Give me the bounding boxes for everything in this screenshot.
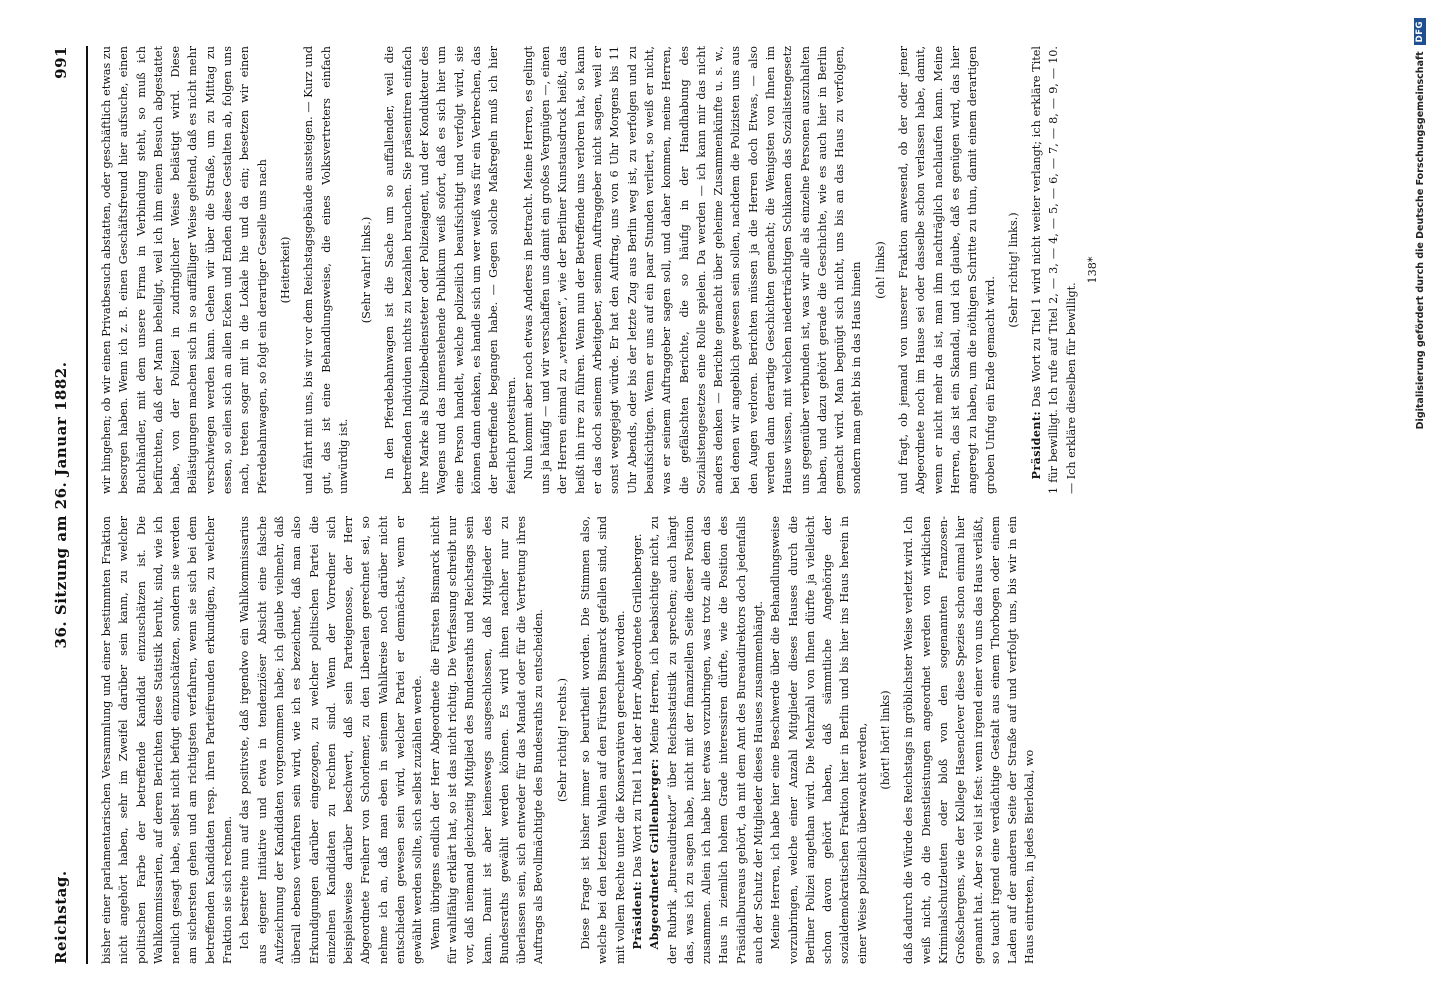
speech-paragraph — [1028, 46, 1080, 494]
credit-text: Digitalisierung gefördert durch die Deutsche Forschungsgemeinschaft — [1414, 51, 1426, 430]
body-paragraph: Meine Herren, ich habe hier eine Beschwerde über die Behandlungsweise vorzubringen, welche einer Anzahl Mitglieder dieses Hauses durch die Berliner Polizei angethan wird. Die Mehrzahl von Ihnen dürfte ja vielleicht schon davon gehört haben, daß sämmtliche Angehörige der sozialdemokratischen Fraktion hier in Berlin und bis hier ins Haus herein in einer Weise polizeilich überwacht werden, — [769, 516, 869, 964]
body-paragraph: Wenn übrigens endlich der Herr Abgeordnete die Fürsten Bismarck nicht für wahlfähig erklärt hat, so ist das nicht richtig. Die Verfassung schreibt nur vor, daß niemand gleichzeitig Mitglied des Bundesraths und Reichstags sein kann. Damit ist aber keineswegs ausgeschlossen, daß Mitglieder des Bundesraths gewählt werden können. Es wird ihnen nachher nur zu überlassen sein, sich entweder für das Mandat oder für die Vertretung ihres Auftrags als Bevollmächtigte des Bundesraths zu entscheiden. — [428, 516, 546, 964]
interjection: (Heiterkeit) — [278, 236, 292, 304]
body-paragraph: In den Pferdebahnwagen ist die Sache um so auffallender, weil die betreffenden Individuen nichts zu bezahlen brauchen. Sie präsentiren einfach ihre Marke als Polizeibediensteter oder Polizeiagent, und der Kondukteur des Wagens und das innenstehende Publikum weiß sofort, daß es sich hier um eine Person handelt, welche polizeilich beaufsichtigt und verfolgt wird, sie können dann denken, es handle sich um wer weiß was für ein Verbrechen, das der Betreffende begangen habe. — Gegen solche Maßregeln muß ich hier feierlich protestiren. — [383, 46, 518, 494]
speaker-name: Präsident: — [629, 880, 644, 950]
speech-text: Meine Herren, ich beabsichtige nicht, zu der Rubrik „Bureaudirektor“ über Reichsstatistik zu sprechen; auch hängt das, was ich zu sagen habe, nicht mit der finanziellen Seite dieser Position zusammen. Allein ich habe hier etwas vorzubringen, was trotz alle dem das Haus in ziemlich hohem Grade interessiren dürfte, wie die Position des Präsidialbureaus gehört, da mit dem Amt des Bureaudirektors doch jedenfalls auch der Schutz der Mitglieder dieses Hauses zusammenhängt. — [648, 516, 765, 964]
speech-text: Das Wort zu Titel 1 wird nicht weiter verlangt; ich erkläre Titel 1 für bewilligt. Ich rufe auf Titel 2, — 3, — 4, — 5, — 6, — 7, — 8, — 9, — 10. — Ich erkläre dieselben für bewilligt. — [1030, 46, 1078, 494]
header-page-number: 991 — [52, 46, 70, 79]
body-paragraph: und fragt, ob jemand von unserer Fraktion anwesend, ob der oder jener Abgeordnete noch im Hause sei oder dasselbe schon verlassen habe, damit, wenn er nicht mehr da ist, man ihm nachträglich nachlaufen kann. Meine Herren, das ist ein Skandal, und ich glaube, daß es genügen wird, das hier angeregt zu haben, um die nöthigen Schritte zu thun, damit einem derartigen groben Unfug ein Ende gemacht wird. — [897, 46, 997, 494]
interjection: (hört! hört! links) — [879, 690, 893, 790]
dfg-logo: DFG — [1414, 18, 1426, 45]
body-paragraph: wir hingehen; ob wir einen Privatbesuch abstatten, oder geschäftlich etwas zu besorgen haben. Wenn ich z. B. einen Geschäftsfreund hier aufsuche, einen Buchhändler, mit dem unsere Firma in Verbindung steht, so muß ich befürchten, daß der Mann behelligt, weil ich ihm einen Besuch abgestattet habe, von der Polizei in zudringlicher Weise belästigt wird. Diese Belästigungen machen sich in so auffälliger Weise geltend, daß es nicht mehr verschwiegen werden kann. Gehen wir über die Straße, um zu Mittag zu essen, so eilen sich an allen Ecken und Enden diese Gestalten ab, folgen uns nach, treten sogar mit in die Lokale hie und da ein; besetzen wir einen Pferdebahnwagen, so folgt ein derartiger Geselle uns nach — [100, 46, 269, 494]
header-publication: Reichstag. — [52, 870, 70, 964]
page-header — [52, 46, 86, 964]
speech-paragraph — [646, 516, 767, 964]
interjection: (Sehr wahr! links.) — [360, 216, 374, 324]
left-column — [98, 516, 1343, 964]
header-rule — [86, 46, 88, 964]
interjection: (oh! links) — [873, 241, 887, 299]
speech-text: Das Wort zu Titel 1 hat der Herr Abgeordnete Grillenberger. — [630, 533, 644, 878]
interjection: (Sehr richtig! rechts.) — [555, 677, 569, 803]
text-columns — [98, 46, 1343, 964]
right-column — [98, 46, 1343, 494]
sheet-signature: 138* — [1086, 256, 1100, 284]
speaker-name: Präsident: — [1029, 410, 1044, 480]
body-paragraph: Diese Frage ist bisher immer so beurtheilt worden. Die Stimmen also, welche bei den letzten Wahlen auf den Fürsten Bismarck gefallen sind, sind mit vollem Rechte unter die Konservativen gerechnet worden. — [579, 516, 627, 964]
body-paragraph: Nun kommt aber noch etwas Anderes in Betracht. Meine Herren, es gelingt uns ja häufig — und wir verschaffen uns damit ein großes Vergnügen —, einen der Herren einmal zu „verhexen“, wie der Berliner Kunstausdruck heißt, das heißt ihn irre zu führen. Wenn nun der Betreffende uns verloren hat, so kann er das doch seinem Arbeitgeber, seinem Auftraggeber nicht sagen, weil er sonst weggejagt würde. Er hat den Auftrag, uns von 6 Uhr Morgens bis 11 Uhr Abends, oder bis der letzte Zug aus Berlin weg ist, zu verfolgen und zu beaufsichtigen. Wenn er uns auf ein paar Stunden verliert, so weiß er nicht, was er seinem Auftraggeber sagen soll, und daher kommen, meine Herren, die gefälschten Berichte, die so häufig in der Handhabung des Sozialistengesetzes eine Rolle spielen. Da werden — ich kann mir das nicht anders denken — Berichte gemacht über geheime Zusammenkünfte u. s. w., bei denen wir angeblich gewesen sein sollen, nachdem die Polizisten uns aus den Augen verloren. Berichten müssen ja die Herren doch Etwas, — also werden dann derartige Geschichten gemacht; die Wenigsten von Ihnen im Hause wissen, mit welchen niederträchtigen Schikanen das Sozialistengesetz uns gegenüber verbunden ist, was wir alle als einzelne Personen auszuhalten haben, und dazu gehört gerade die Geschichte, wie es auch hier in Berlin gemacht wird. Man begnügt sich nicht, uns bis an das Haus zu verfolgen, sondern man geht bis in das Haus hinein — [521, 46, 864, 494]
speech-paragraph — [629, 516, 646, 964]
body-paragraph: und fährt mit uns, bis wir vor dem Reichstagsgebäude aussteigen. — Kurz und gut, das ist eine Behandlungsweise, die eines Volksvertreters einfach unwürdig ist. — [302, 46, 350, 494]
speaker-name: Abgeordneter Grillenberger: — [647, 758, 662, 950]
body-paragraph: Ich bestreite nun auf das positivste, daß irgendwo ein Wahlkommissarius aus eigener Initiative und etwa in tendenziöser Absicht eine falsche Aufzeichnung der Kandidaten vorgenommen habe; ich glaube vielmehr, daß überall ebenso verfahren sein wird, wie ich es bezeichnet, daß man also Erkundigungen darüber eingezogen, zu welcher politischen Partei die einzelnen Kandidaten zu rechnen sind. Wenn der Vorredner sich beispielsweise darüber beschwert, daß sein Parteigenosse, der Herr Abgeordnete Freiherr von Schorlemer, zu den Liberalen gerechnet sei, so nehme ich an, daß man eben in seinem Wahlkreise noch darüber nicht entschieden gewesen sein wird, welcher Partei er demnächst, wenn er gewählt werden sollte, sich selbst zuzählen werde. — [238, 516, 425, 964]
body-paragraph: daß dadurch die Würde des Reichstags in gröblichster Weise verletzt wird. Ich weiß nicht, ob die Dienstleistungen angeordnet werden von wirklichen Kriminalschutzleuten oder bloß von den sogenannten Franzosen-Großschergens, wie der Kollege Hasenclever diese Spezies schon einmal hier genannt hat. Aber so viel ist fest: wenn irgend einer von uns das Haus verläßt, so taucht irgend eine verdächtige Gestalt aus einem Thorbogen oder einem Laden auf der anderen Seite der Straße auf und verfolgt uns, bis wir in ein Haus eintreten, in jedes Bierlokal, wo — [902, 516, 1037, 964]
body-paragraph: bisher einer parlamentarischen Versammlung und einer bestimmten Fraktion nicht angehört haben, sehr im Zweifel darüber sein kann, zu welcher politischen Farbe der betreffende Kandidat einzuschätzen ist. Die Wahlkommissarien, auf deren Berichten diese Statistik beruht, sind, wie ich neulich gesagt habe, selbst nicht befugt einzuschätzen, sondern sie werden am sichersten gehen und am richtigsten verfahren, wenn sie sich bei dem betreffenden Kandidaten resp. ihren Parteifreunden erkundigen, zu welcher Fraktion sie sich rechnen. — [100, 516, 235, 964]
digitization-credit — [1414, 0, 1426, 1000]
interjection: (Sehr richtig! links.) — [1006, 212, 1020, 328]
header-session: 36. Sitzung am 26. Januar 1882. — [52, 361, 70, 649]
